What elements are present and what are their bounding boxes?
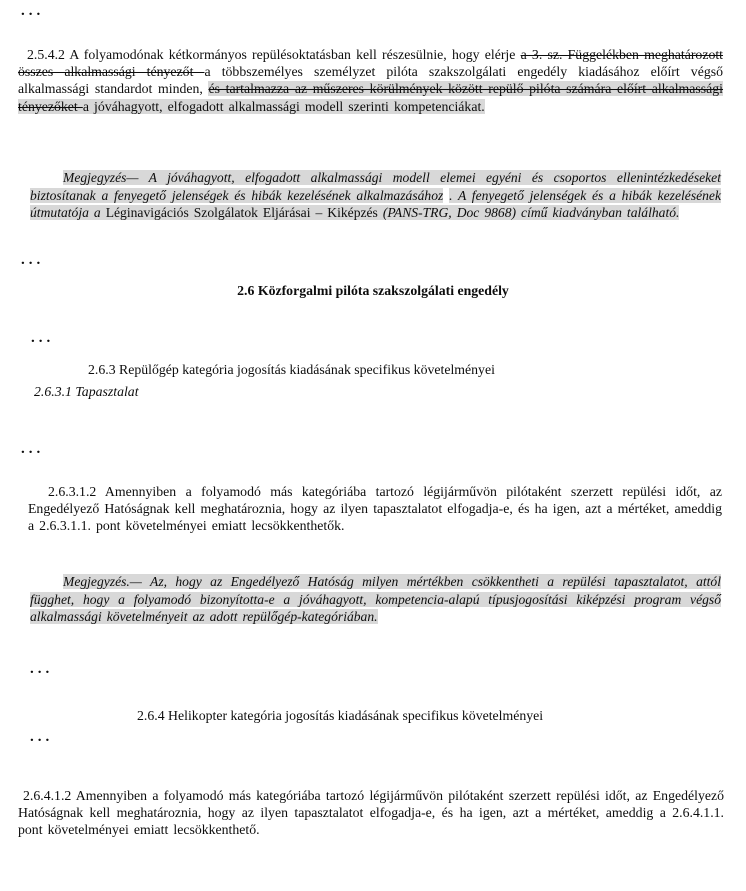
continuation-ellipsis-4: ...	[21, 441, 45, 457]
note-italic-run: (PANS-TRG, Doc 9868) című kiadványban található.	[382, 205, 680, 220]
paragraph-26412: 2.6.4.1.2 Amennyiben a folyamodó más kategóriába tartozó légijárművön pilótaként szerzett repülési időt, az Engedélyező Hatóságnak kell meghatároznia, hogy az ilyen tapasztalatot elfogadja-e, és ha igen, azt a mértéket, ameddig a 2.6.4.1.1. pont követelményei emiatt lecsökkenthető.	[18, 788, 724, 838]
continuation-ellipsis-3: ...	[31, 330, 55, 346]
subsection-heading-264: 2.6.4 Helikopter kategória jogosítás kiadásának specifikus követelményei	[137, 708, 544, 723]
subsection-heading-263: 2.6.3 Repülőgép kategória jogosítás kiadásának specifikus követelményei	[88, 362, 495, 377]
paragraph-26312: 2.6.3.1.2 Amennyiben a folyamodó más kategóriába tartozó légijárművön pilótaként szerzett repülési időt, az Engedélyező Hatóságnak kell meghatároznia, hogy az ilyen tapasztalatot elfogadja-e, és ha igen, azt a mértéket, ameddig a 2.6.3.1.1. pont követelményei emiatt lecsökkenthetők.	[28, 484, 722, 534]
continuation-ellipsis-2: ...	[21, 252, 45, 268]
note-italic-run: Megjegyzés.— Az, hogy az Engedélyező Hatóság milyen mértékben csökkentheti a repülési tapasztalatot, attól függhet, hogy a folyamodó bizonyította-e a jóváhagyott, kompetencia-alapú típusjogosítási kiképzési program végső alkalmassági követelményeit az adott repülőgép-kategóriában.	[30, 574, 721, 624]
note-italic-run: Megjegyzés— A jóváhagyott, elfogadott alkalmassági modell elemei egyéni és csoportos ellenintézkedéseket biztosítanak a fenyegető jelenségek és hibák kezelésének alkalmazásához	[30, 170, 721, 203]
deleted-highlighted-text-run: és tartalmazza az műszeres körülmények között repülő pilóta számára előírt alkalmassági tényezőket	[18, 81, 724, 114]
deleted-text-run: a 3. sz. Függelékben meghatározott összes alkalmassági tényezőt	[18, 47, 724, 80]
note-paragraph-1	[30, 169, 721, 222]
note-paragraph-2	[30, 573, 721, 626]
subsection-heading-2631: 2.6.3.1 Tapasztalat	[34, 384, 139, 399]
paragraph-2542	[18, 46, 723, 115]
text-run: 2.5.4.2 A folyamodónak kétkormányos repülésoktatásban kell részesülnie, hogy elérje	[27, 47, 521, 62]
continuation-ellipsis-5: ...	[30, 661, 54, 677]
continuation-ellipsis-6: ...	[30, 729, 54, 745]
inserted-highlighted-text-run: a jóváhagyott, elfogadott alkalmassági modell szerinti kompetenciákat.	[82, 98, 485, 114]
note-upright-run: Léginavigációs Szolgálatok Eljárásai – Kiképzés	[105, 205, 383, 220]
section-heading-26: 2.6 Közforgalmi pilóta szakszolgálati engedély	[237, 283, 509, 298]
note-italic-run: . A fenyegető jelenségek és a hibák kezelésének útmutatója a	[30, 187, 722, 220]
text-run: a többszemélyes személyzet pilóta szakszolgálati engedély kiadásához előírt végső alkalmassági standardot minden,	[18, 64, 723, 97]
continuation-ellipsis-1: ...	[21, 3, 45, 19]
